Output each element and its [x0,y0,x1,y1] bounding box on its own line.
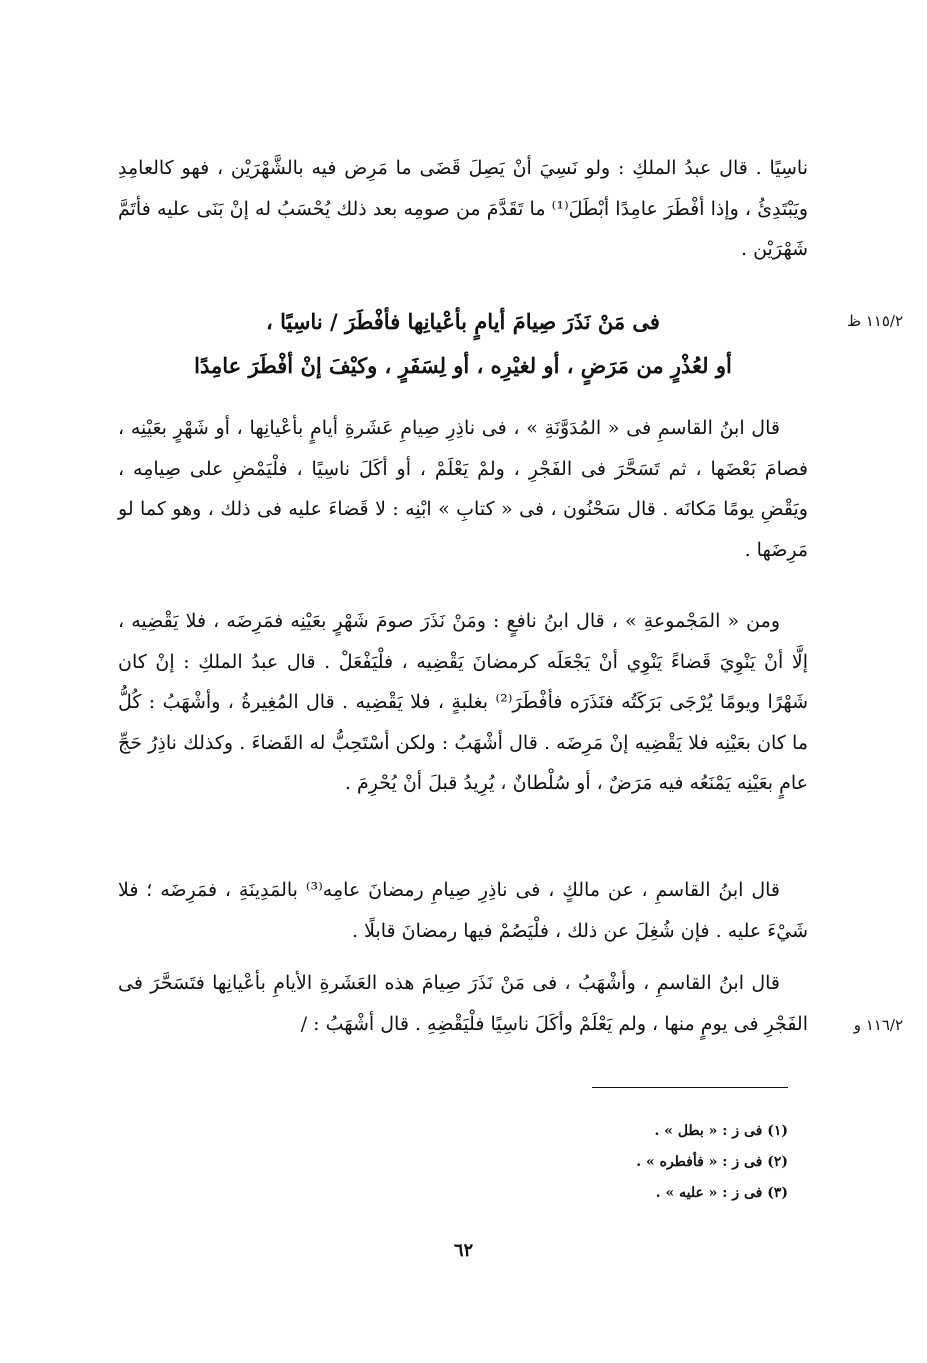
footnote: (٣) فى ز : « عليه » . [655,1185,788,1201]
section-heading-line-1: فى مَنْ نَذَرَ صِيامَ أيامٍ بأعْيانِها فأفْطَرَ / ناسِيًا ، [266,309,660,334]
section-heading-line-2: أو لعُذْرٍ من مَرَضٍ ، أو لغيْرِه ، أو لِسَفَرٍ ، وكيْفَ إنْ أفْطَرَ عامِدًا [194,353,732,378]
footnote: (١) فى ز : « بطل » . [654,1123,788,1139]
paragraph-ashhab: قال ابنُ القاسمِ ، وأشْهَبُ ، فى مَنْ نَذَرَ صِيامَ هذه العَشَرةِ الأيامِ بأعْيانِها فتَسَحَّرَ فى الفَجْرِ فى يومٍ منها ، ولم يَعْلَمْ وأكَلَ ناسِيًا فلْيَقْضِهِ . قال أشْهَبُ : / [118,972,808,1035]
manuscript-folio-marker: ١١٥/٢ ظ [847,312,903,330]
paragraph-malik-ramadan: قال ابنُ القاسمِ ، عن مالكٍ ، فى ناذِرِ صِيامِ رمضانَ عامِه⁽³⁾ بالمَدِينَةِ ، فمَرِضَه ؛ فلا شَيْءَ عليه . فإن شُغِلَ عن ذلك ، فلْيَصُمْ فيها رمضانَ قابلًا . [118,879,808,942]
footnote: (٢) فى ز : « فأفطره » . [636,1154,788,1170]
paragraph-continuation: ناسِيًا . قال عبدُ الملكِ : ولو نَسِيَ أنْ يَصِلَ قَضَى ما مَرِض فيه بالشَّهْرَيْن ، فهو كالعامِدِ ويَبْتَدِئُ ، وإذا أفْطَرَ عامِدًا أبْطَلَ⁽¹⁾ ما تَقَدَّمَ من صومِه بعد ذلك يُحْسَبُ له إنْ بَنَى عليه فأتَمَّ شَهْرَيْن . [118,157,808,260]
footnote-divider [592,1087,788,1088]
paragraph-majmua: ومن « المَجْموعةِ » ، قال ابنُ نافعٍ : ومَنْ نَذَرَ صومَ شَهْرٍ بعَيْنِه فمَرِضَه ، فلا يَقْضِيه ، إلَّا أنْ يَنْوِيَ قَضاءً يَنْوِي أنْ يَجْعَلَه كرمضانَ يَقْضِيه ، فلْيَفْعَلْ . قال عبدُ الملكِ : إنْ كان شَهْرًا ويومًا يُرْجَى بَرَكَتُه فنَذَرَه فأفْطَرَ⁽²⁾ بغلبةٍ ، فلا يَقْضِيه . قال المُغِيرةُ ، وأشْهَبُ : كُلُّ ما كان بعَيْنِه فلا يَقْضِيه إنْ مَرِضَه . قال أشْهَبُ : ولكن أسْتَحِبُّ له القَضاءَ . وكذلك ناذِرُ حَجِّ عامٍ بعَيْنِه يَمْنَعُه فيه مَرَضٌ ، أو سُلْطانٌ ، يُرِيدُ قبلَ أنْ يُحْرِمَ . [118,610,808,794]
section-heading [118,300,808,388]
manuscript-folio-marker: ١١٦/٢ و [853,1016,903,1034]
page-number: ٦٢ [453,1240,474,1261]
paragraph-ibn-al-qasim-mudawwana: قال ابنُ القاسمِ فى « المُدَوَّنَةِ » ، فى ناذِرِ صِيامِ عَشَرةِ أيامٍ بأعْيانِها ، أو شَهْرٍ بعَيْنِه ، فصامَ بَعْضَها ، ثم تَسَحَّرَ فى الفَجْرِ ، ولمْ يَعْلَمْ ، أو أكَلَ ناسِيًا ، فلْيَمْضِ على صِيامِه ، ويَقْضِ يومًا مَكانَه . قال سَحْنُون ، فى « كتابِ » ابْنِه : لا قَضاءَ عليه فى ذلك ، وهو كما لو مَرِضَها . [118,417,808,561]
footnotes-list [440,1116,788,1209]
